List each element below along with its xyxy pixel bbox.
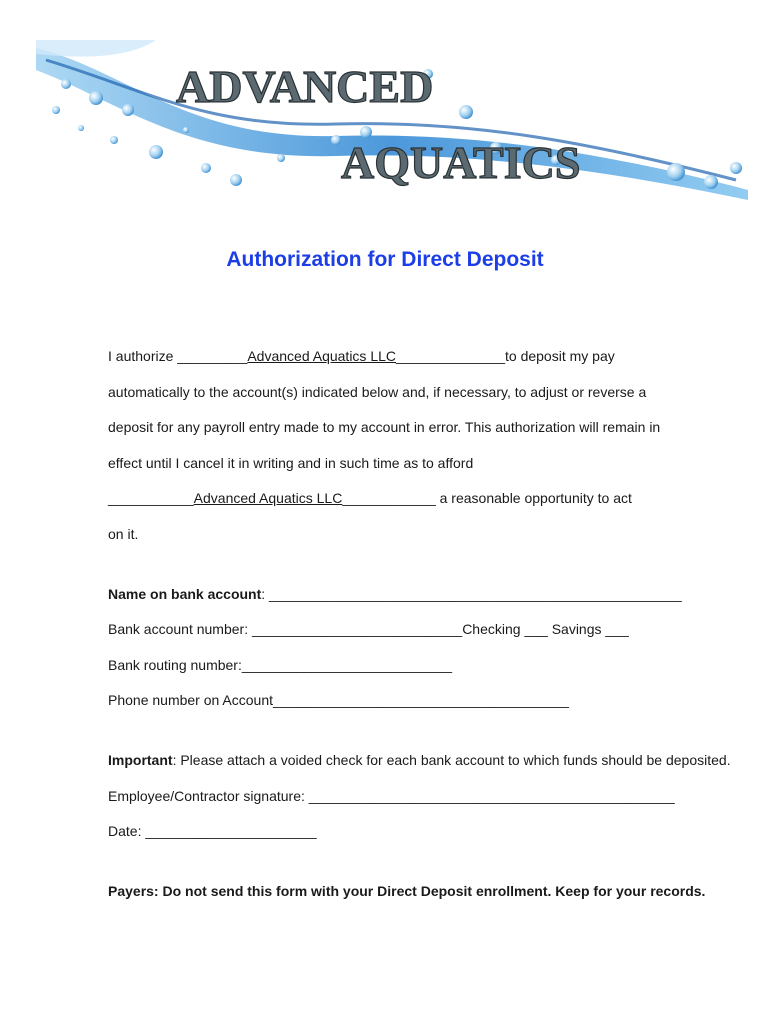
bank-account-name-blank[interactable]: : _____________________________________________________ [261,586,682,602]
water-wave-logo-graphic [36,40,748,200]
bank-account-name-label: Name on bank account [108,586,262,602]
afford-prefix: ___________ [108,490,194,506]
authorization-line-5 [108,490,632,506]
important-label: Important [108,752,173,768]
afford-suffix: ____________ a reasonable opportunity to act [342,490,632,506]
logo-word-advanced: ADVANCED [176,61,434,112]
company-logo [36,40,748,200]
form-title: Authorization for Direct Deposit [226,248,544,271]
bank-account-number-field[interactable]: Bank account number: ___________________________Checking ___ Savings ___ [108,621,629,637]
authorization-line-1 [108,348,615,364]
authorize-prefix: I authorize _________ [108,348,248,364]
authorize-suffix: ______________to deposit my pay [396,348,615,364]
bank-routing-number-field[interactable]: Bank routing number:___________________________ [108,657,453,673]
authorization-line-3: deposit for any payroll entry made to my account in error. This authorization will remain in [108,419,661,435]
signature-field[interactable]: Employee/Contractor signature: _______________________________________________ [108,788,675,804]
authorization-line-6: on it. [108,526,139,542]
date-field[interactable]: Date: ______________________ [108,823,317,839]
phone-number-field[interactable]: Phone number on Account______________________________________ [108,692,569,708]
logo-word-aquatics: AQUATICS [341,137,581,188]
important-note [108,752,731,768]
important-text: : Please attach a voided check for each bank account to which funds should be deposited. [172,752,731,768]
authorization-line-4: effect until I cancel it in writing and in such time as to afford [108,455,474,471]
authorization-line-2: automatically to the account(s) indicated below and, if necessary, to adjust or reverse a [108,384,647,400]
company-name-filled-2[interactable]: Advanced Aquatics LLC [193,490,343,506]
bank-account-name-field[interactable] [108,586,682,602]
company-name-filled[interactable]: Advanced Aquatics LLC [247,348,396,364]
payers-note: Payers: Do not send this form with your Direct Deposit enrollment. Keep for your records. [108,883,706,899]
